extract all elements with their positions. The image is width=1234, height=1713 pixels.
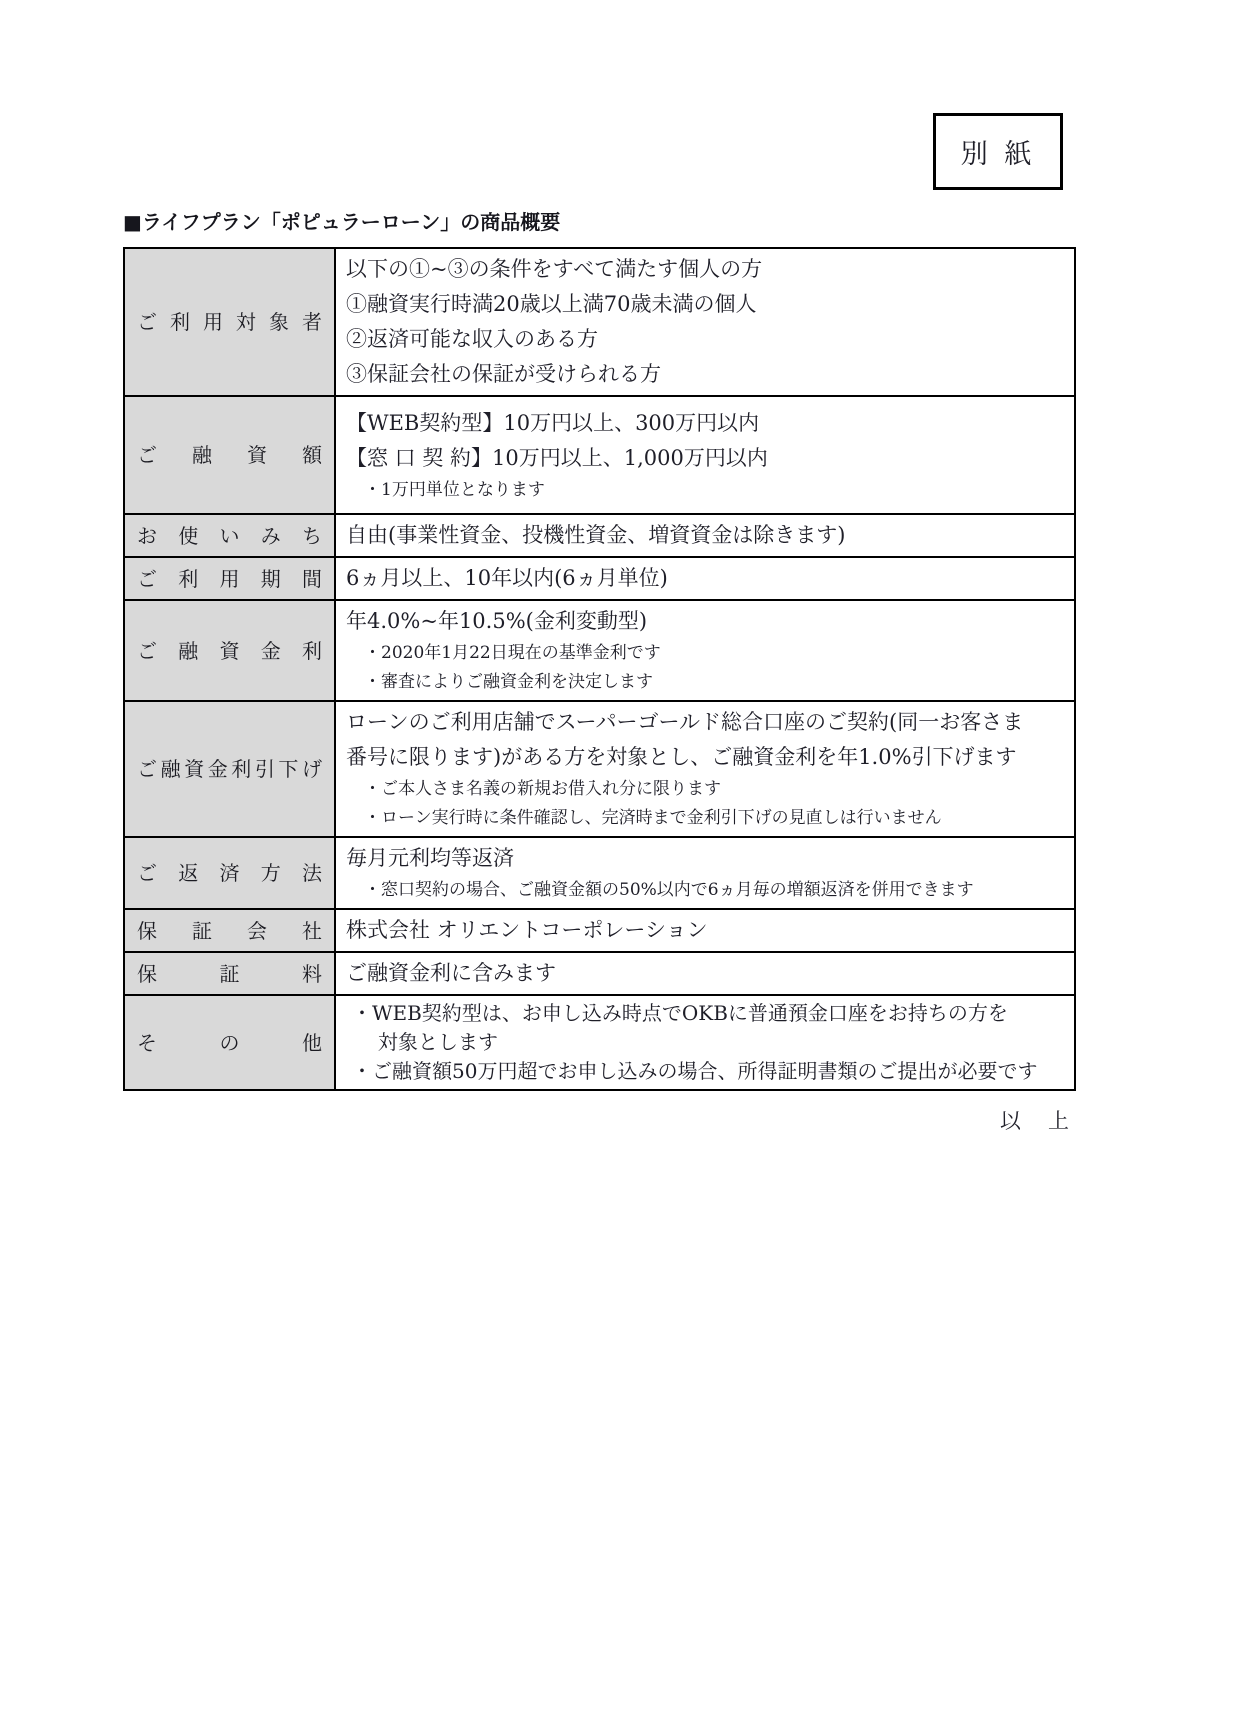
row-content-interest-rate bbox=[336, 601, 1074, 700]
row-line: 株式会社 オリエントコーポレーション bbox=[346, 918, 708, 942]
row-content-guarantee-fee bbox=[336, 953, 1074, 994]
row-line: ご融資金利に含みます bbox=[346, 961, 556, 985]
row-line: ローンのご利用店舗でスーパーゴールド総合口座のご契約(同一お客さま bbox=[346, 710, 1024, 734]
table-row-guarantee-company bbox=[125, 908, 1074, 951]
row-label-repayment-method bbox=[125, 838, 336, 908]
row-line: 毎月元利均等返済 bbox=[346, 846, 514, 870]
row-line: ①融資実行時満20歳以上満70歳未満の個人 bbox=[346, 292, 757, 316]
row-label-loan-amount bbox=[125, 397, 336, 513]
row-content-repayment-method bbox=[336, 838, 1074, 908]
row-line: ・窓口契約の場合、ご融資金額の50%以内で6ヵ月毎の増額返済を併用できます bbox=[364, 880, 974, 900]
document-title: ■ライフプラン「ポピュラーローン」の商品概要 bbox=[123, 210, 561, 234]
row-label-text: ご 融 資 金 利 bbox=[137, 638, 322, 663]
row-content-others bbox=[336, 996, 1074, 1089]
row-label-usage bbox=[125, 515, 336, 556]
row-label-text: ご 利 用 期 間 bbox=[137, 566, 322, 591]
row-label-guarantee-company bbox=[125, 910, 336, 951]
row-label-text: ご 利 用 対 象 者 bbox=[137, 310, 322, 334]
attachment-tag-label: 別 紙 bbox=[960, 139, 1036, 170]
closing-text: 以 上 bbox=[1000, 1109, 1072, 1133]
row-line: ・2020年1月22日現在の基準金利です bbox=[364, 643, 661, 663]
table-row-loan-amount bbox=[125, 395, 1074, 513]
row-label-loan-period bbox=[125, 558, 336, 599]
table-row-usage bbox=[125, 513, 1074, 556]
row-line: 以下の①~③の条件をすべて満たす個人の方 bbox=[346, 257, 763, 281]
table-row-others bbox=[125, 994, 1074, 1089]
row-line: ②返済可能な収入のある方 bbox=[346, 327, 598, 351]
row-line: 【WEB契約型】10万円以上、300万円以内 bbox=[346, 410, 760, 435]
row-line: 自由(事業性資金、投機性資金、増資資金は除きます) bbox=[346, 523, 846, 547]
row-line: ・WEB契約型は、お申し込み時点でOKBに普通預金口座をお持ちの方を bbox=[352, 1001, 1008, 1025]
row-line: ・ご融資額50万円超でお申し込みの場合、所得証明書類のご提出が必要です bbox=[352, 1059, 1038, 1083]
table-row-guarantee-fee bbox=[125, 951, 1074, 994]
row-content-loan-period bbox=[336, 558, 1074, 599]
row-label-text: そ の 他 bbox=[137, 1030, 322, 1055]
row-label-text: お 使 い み ち bbox=[137, 523, 322, 548]
attachment-tag-box bbox=[933, 113, 1063, 190]
row-label-others bbox=[125, 996, 336, 1089]
product-summary-table bbox=[123, 247, 1076, 1091]
table-row-repayment-method bbox=[125, 836, 1074, 908]
row-line: ・審査によりご融資金利を決定します bbox=[364, 672, 653, 692]
row-label-guarantee-fee bbox=[125, 953, 336, 994]
row-content-guarantee-company bbox=[336, 910, 1074, 951]
row-line: ・ローン実行時に条件確認し、完済時まで金利引下げの見直しは行いません bbox=[364, 808, 942, 828]
row-line: 対象とします bbox=[378, 1030, 498, 1054]
row-label-text: ご 返 済 方 法 bbox=[137, 861, 322, 885]
row-content-eligible-users bbox=[336, 249, 1074, 395]
row-label-interest-rate bbox=[125, 601, 336, 700]
table-row-rate-discount bbox=[125, 700, 1074, 836]
row-label-rate-discount bbox=[125, 702, 336, 836]
row-label-text: ご融資金利引下げ bbox=[137, 757, 322, 781]
row-label-text: 保 証 料 bbox=[137, 961, 322, 986]
row-line: 番号に限ります)がある方を対象とし、ご融資金利を年1.0%引下げます bbox=[346, 745, 1017, 769]
row-label-text: ご 融 資 額 bbox=[137, 443, 322, 467]
row-content-rate-discount bbox=[336, 702, 1074, 836]
row-line: ・ご本人さま名義の新規お借入れ分に限ります bbox=[364, 779, 721, 799]
row-line: ・1万円単位となります bbox=[364, 479, 545, 500]
row-label-eligible-users bbox=[125, 249, 336, 395]
row-line: 年4.0%~年10.5%(金利変動型) bbox=[346, 609, 648, 633]
row-line: 【窓 口 契 約】10万円以上、1,000万円以内 bbox=[346, 445, 768, 470]
row-content-usage bbox=[336, 515, 1074, 556]
table-row-loan-period bbox=[125, 556, 1074, 599]
row-content-loan-amount bbox=[336, 397, 1074, 513]
row-line: 6ヵ月以上、10年以内(6ヵ月単位) bbox=[346, 566, 668, 590]
row-label-text: 保 証 会 社 bbox=[137, 918, 322, 943]
table-row-eligible-users bbox=[125, 249, 1074, 395]
row-line: ③保証会社の保証が受けられる方 bbox=[346, 362, 661, 386]
table-row-interest-rate bbox=[125, 599, 1074, 700]
